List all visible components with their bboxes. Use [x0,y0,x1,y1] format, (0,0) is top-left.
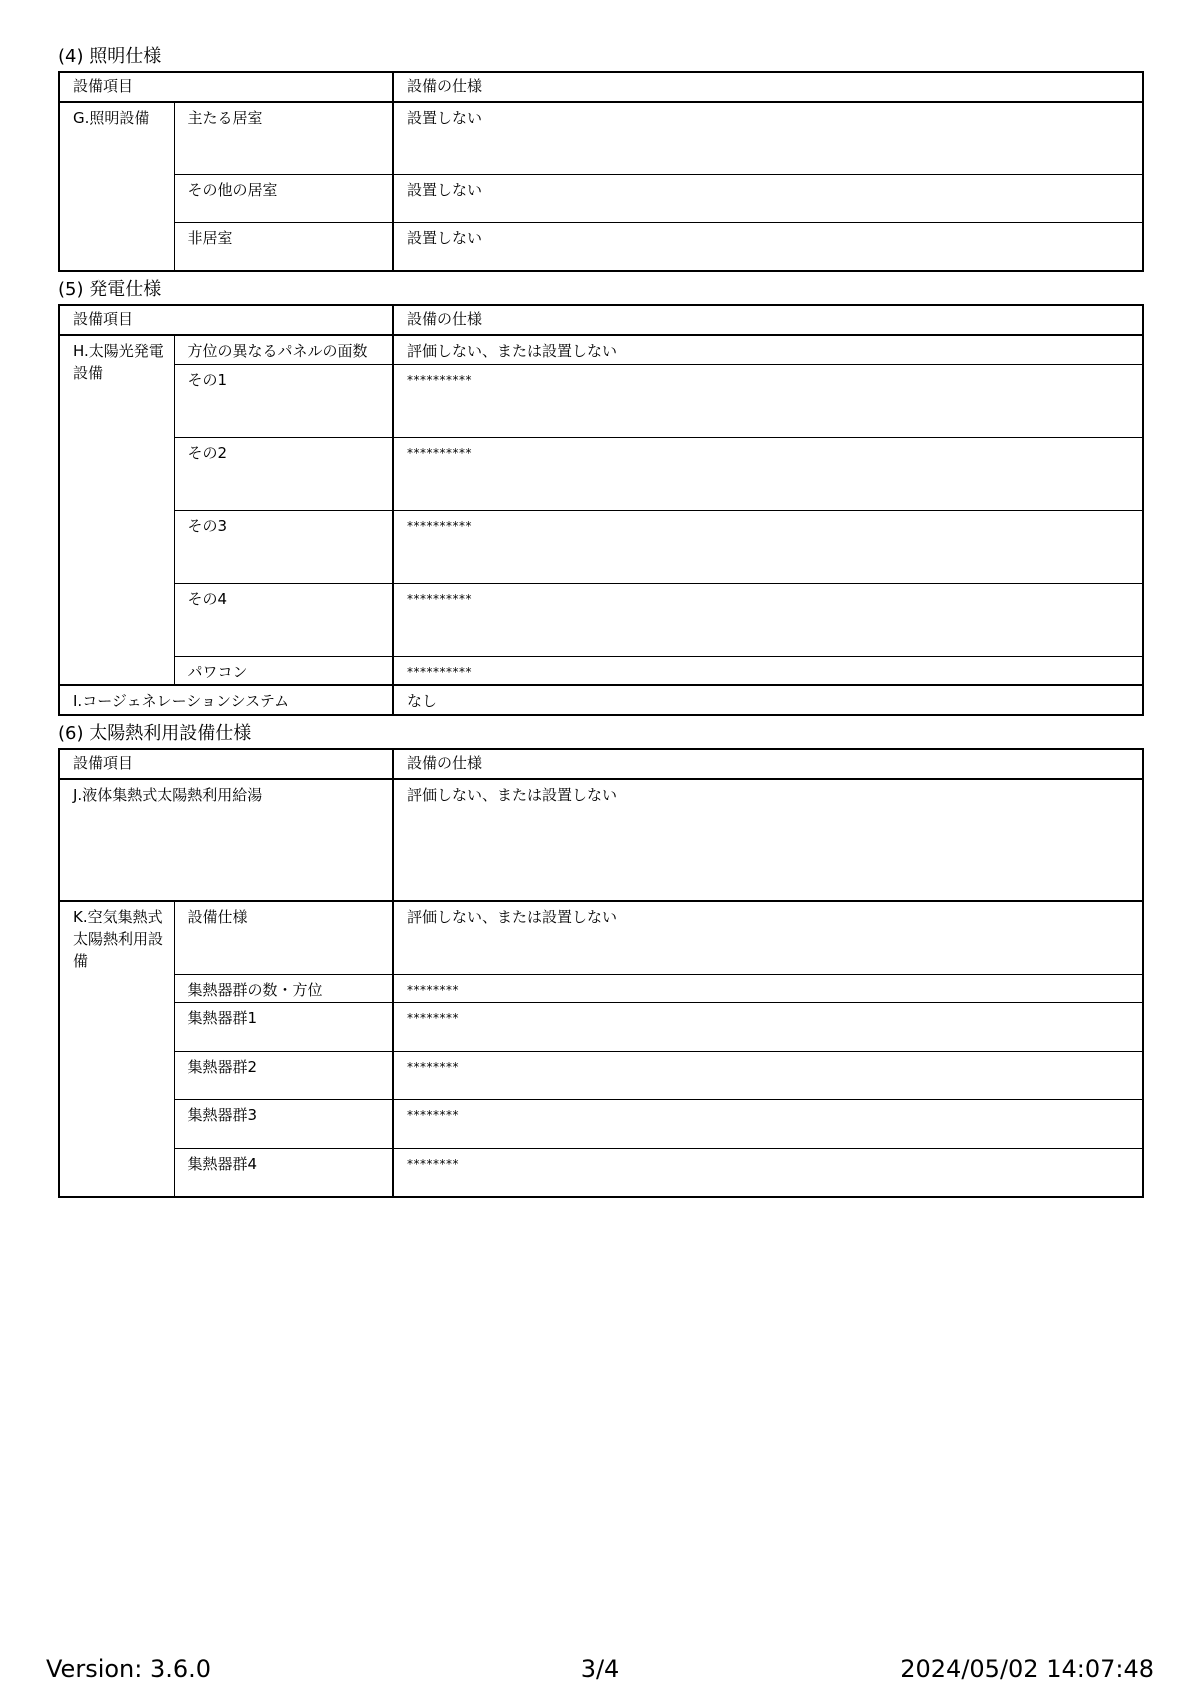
row-label: その2 [174,437,393,510]
row-value: ********** [393,583,1143,656]
row-label: 集熱器群1 [174,1002,393,1051]
table-row [59,222,1143,271]
table-header-row [59,305,1143,335]
row-value: 設置しない [393,174,1143,222]
row-label: 集熱器群3 [174,1099,393,1148]
cogeneration-value: なし [393,685,1143,715]
table-row [59,779,1143,901]
table-row [59,335,1143,364]
row-value: ******** [393,1148,1143,1197]
row-label: 集熱器群の数・方位 [174,974,393,1002]
liquid-solar-label: J.液体集熱式太陽熱利用給湯 [59,779,393,901]
row-label: その1 [174,364,393,437]
row-value: ********** [393,510,1143,583]
row-label: 集熱器群2 [174,1051,393,1099]
air-solar-group-label: K.空気集熱式太陽熱利用設備 [59,901,174,1197]
row-label: その他の居室 [174,174,393,222]
cogeneration-label: I.コージェネレーションシステム [59,685,393,715]
table-row [59,102,1143,174]
row-value: ******** [393,1002,1143,1051]
power-group-label: H.太陽光発電設備 [59,335,174,685]
row-label: 主たる居室 [174,102,393,174]
header-spec: 設備の仕様 [393,72,1143,102]
footer-version: Version: 3.6.0 [46,1655,212,1683]
row-value: ******** [393,1051,1143,1099]
footer-timestamp: 2024/05/02 14:07:48 [900,1655,1154,1683]
table-row [59,1148,1143,1197]
table-row [59,1099,1143,1148]
row-value: ******** [393,1099,1143,1148]
lighting-section-title: (4) 照明仕様 [58,46,162,67]
header-spec: 設備の仕様 [393,305,1143,335]
row-label: パワコン [174,656,393,685]
power-table [58,304,1144,716]
row-value: 設置しない [393,102,1143,174]
table-row [59,1002,1143,1051]
liquid-solar-value: 評価しない、または設置しない [393,779,1143,901]
row-label: 設備仕様 [174,901,393,974]
table-row [59,364,1143,437]
row-value: ********** [393,656,1143,685]
table-row [59,1051,1143,1099]
header-spec: 設備の仕様 [393,749,1143,779]
table-row [59,685,1143,715]
row-value: 設置しない [393,222,1143,271]
footer-page-number: 3/4 [580,1655,620,1683]
row-label: 集熱器群4 [174,1148,393,1197]
row-value: ********** [393,364,1143,437]
table-header-row [59,72,1143,102]
table-row [59,437,1143,510]
header-item: 設備項目 [59,749,393,779]
table-row [59,583,1143,656]
table-row [59,901,1143,974]
lighting-table [58,71,1144,272]
header-item: 設備項目 [59,72,393,102]
row-label: 方位の異なるパネルの面数 [174,335,393,364]
table-row [59,174,1143,222]
row-value: 評価しない、または設置しない [393,901,1143,974]
solar-thermal-section-title: (6) 太陽熱利用設備仕様 [58,723,252,744]
table-row [59,510,1143,583]
row-value: ********** [393,437,1143,510]
lighting-group-label: G.照明設備 [59,102,174,271]
table-header-row [59,749,1143,779]
solar-thermal-table [58,748,1144,1198]
header-item: 設備項目 [59,305,393,335]
row-label: その4 [174,583,393,656]
row-label: その3 [174,510,393,583]
row-value: 評価しない、または設置しない [393,335,1143,364]
table-row [59,974,1143,1002]
row-value: ******** [393,974,1143,1002]
power-section-title: (5) 発電仕様 [58,279,162,300]
row-label: 非居室 [174,222,393,271]
table-row [59,656,1143,685]
